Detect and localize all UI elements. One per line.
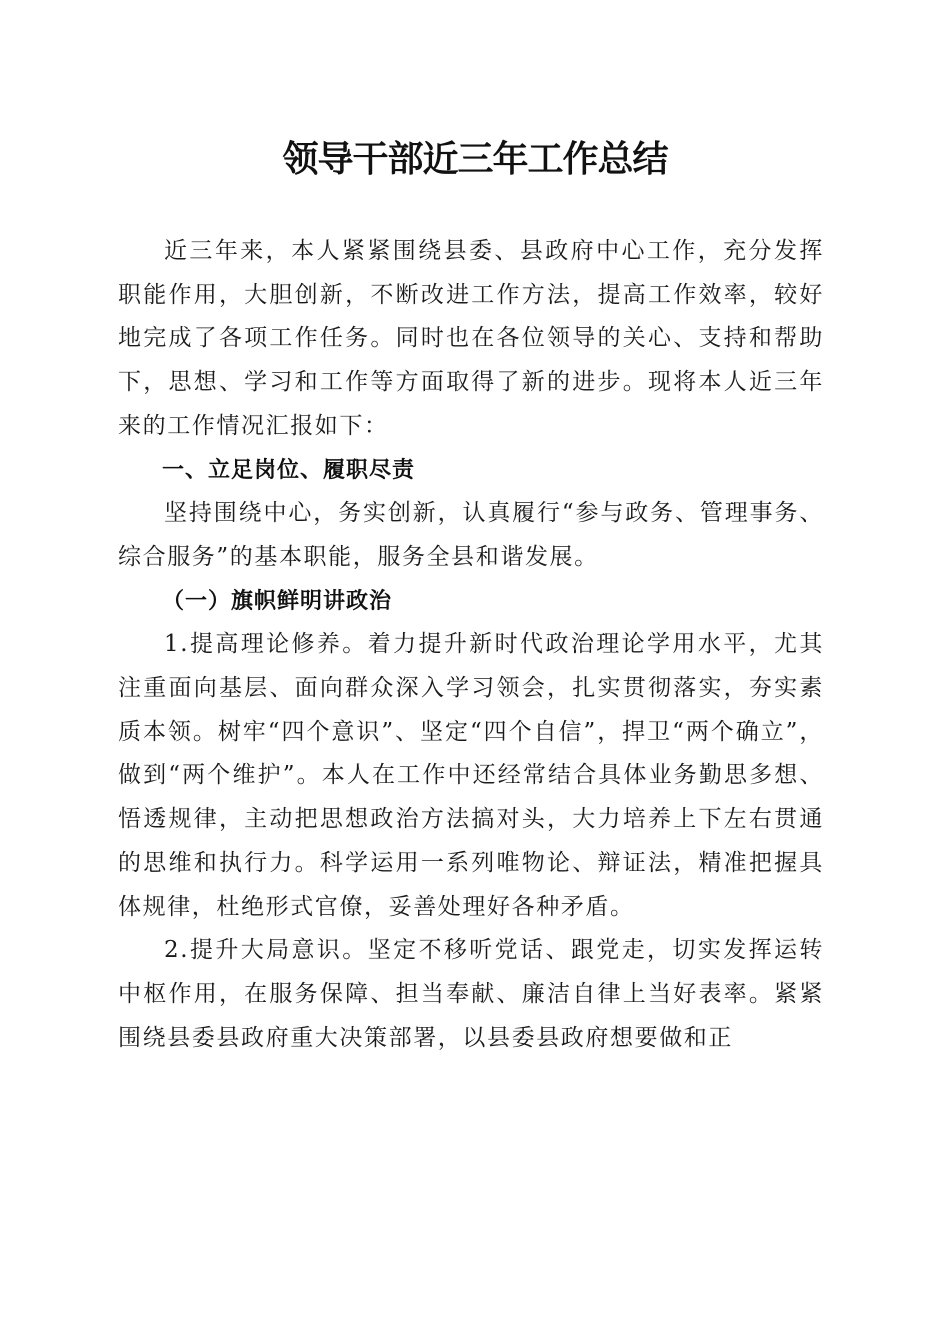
section-1-heading: 一、立足岗位、履职尽责 bbox=[162, 457, 416, 483]
item-2-paragraph: 2.提升大局意识。坚定不移听党话、跟党走，切实发挥运转中枢作用，在服务保障、担当奉献、廉洁自律上当好表率。紧紧围绕县委县政府重大决策部署，以县委县政府想要做和正 bbox=[118, 937, 824, 1051]
document-title: 领导干部近三年工作总结 bbox=[282, 138, 668, 180]
intro-paragraph: 近三年来，本人紧紧围绕县委、县政府中心工作，充分发挥职能作用，大胆创新，不断改进工作方法，提高工作效率，较好地完成了各项工作任务。同时也在各位领导的关心、支持和帮助下，思想、学习和工作等方面取得了新的进步。现将本人近三年来的工作情况汇报如下： bbox=[118, 238, 824, 439]
document-body bbox=[118, 230, 824, 1060]
item-1-paragraph: 1.提高理论修养。着力提升新时代政治理论学用水平，尤其注重面向基层、面向群众深入学习领会，扎实贯彻落实，夯实素质本领。树牢“四个意识”、坚定“四个自信”，捍卫“两个确立”，做到“两个维护”。本人在工作中还经常结合具体业务勤思多想、悟透规律，主动把思想政治方法搞对头，大力培养上下左右贯通的思维和执行力。科学运用一系列唯物论、辩证法，精准把握具体规律，杜绝形式官僚，妥善处理好各种矛盾。 bbox=[118, 631, 824, 920]
section-1-paragraph: 坚持围绕中心，务实创新，认真履行“参与政务、管理事务、综合服务”的基本职能，服务全县和谐发展。 bbox=[118, 500, 824, 570]
subsection-1-heading: （一）旗帜鲜明讲政治 bbox=[162, 587, 393, 614]
